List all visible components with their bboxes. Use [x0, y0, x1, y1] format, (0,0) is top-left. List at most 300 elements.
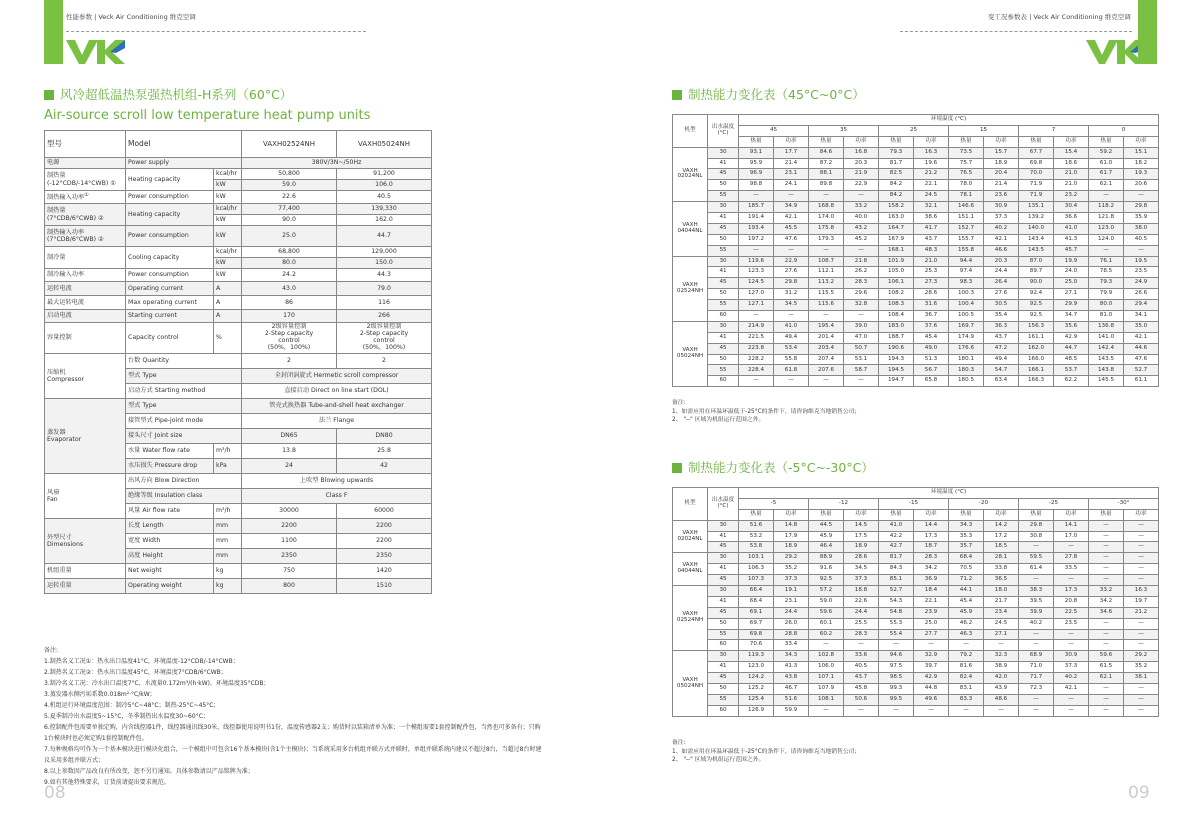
spec-notes	[44, 645, 544, 788]
model-header: 机型	[673, 488, 708, 521]
value-cell: —	[774, 376, 809, 387]
value-cell: 21.7	[984, 596, 1019, 607]
row-label: 电源	[45, 158, 126, 169]
value-b: 60000	[337, 504, 432, 519]
value-cell: 59.5	[1019, 553, 1054, 564]
value-cell: 106.1	[879, 278, 914, 289]
value-cell: 228.2	[739, 354, 774, 365]
value-cell: 48.6	[984, 694, 1019, 705]
value-cell: 50.6	[844, 694, 879, 705]
section-title: 风冷超低温热泵强热机组-H系列（60°C）	[44, 85, 292, 103]
row-value: Class F	[242, 489, 432, 504]
unit: m³/h	[214, 504, 242, 519]
row-value: 380V/3N~/50Hz	[242, 158, 432, 169]
cap-line: (50%，100%)	[267, 343, 311, 351]
label-line	[47, 215, 123, 222]
value-cell: 142.4	[1089, 343, 1124, 354]
spec-row	[45, 158, 432, 169]
value-cell: 175.8	[809, 223, 844, 234]
spec-row	[45, 310, 432, 323]
unit: mm	[214, 534, 242, 549]
spec-row	[45, 323, 432, 354]
value-cell: 23.9	[914, 607, 949, 618]
value-cell: 84.3	[879, 564, 914, 575]
value-cell: —	[949, 640, 984, 651]
value-cell: 94.6	[879, 651, 914, 662]
value-cell: 21.9	[844, 169, 879, 180]
table-row	[673, 673, 1159, 684]
value-cell: 179.3	[809, 234, 844, 245]
table-row	[673, 553, 1159, 564]
value-cell: 107.1	[809, 673, 844, 684]
table-row	[673, 180, 1159, 191]
value-cell: 29.4	[1124, 300, 1159, 311]
value-cell: 34.3	[774, 651, 809, 662]
value-cell: 18.7	[914, 542, 949, 553]
value-cell: 78.5	[1089, 267, 1124, 278]
value-a: 800	[242, 579, 337, 594]
table-row	[673, 191, 1159, 202]
value-cell: 191.4	[739, 213, 774, 224]
value-cell: 42.1	[984, 234, 1019, 245]
value-cell: —	[809, 191, 844, 202]
heat-label-cell: 热量	[1019, 509, 1054, 520]
value-b: DN80	[337, 429, 432, 444]
value-cell: 98.8	[739, 180, 774, 191]
value-cell: —	[844, 705, 879, 716]
value-cell: —	[1089, 542, 1124, 553]
value-cell: —	[844, 311, 879, 322]
label-line: Evaporator	[47, 436, 82, 443]
unit: A	[214, 310, 242, 323]
value-cell: —	[774, 191, 809, 202]
value-cell: —	[1124, 542, 1159, 553]
table-row	[673, 520, 1159, 531]
value-cell: 39.9	[1019, 607, 1054, 618]
value-cell: —	[1124, 564, 1159, 575]
ambient-temp-cell: 7	[1019, 125, 1089, 136]
outlet-temp-cell: 41	[708, 596, 739, 607]
value-cell: 22.9	[844, 180, 879, 191]
value-cell: 180.1	[949, 354, 984, 365]
value-b: 40.5	[337, 191, 432, 204]
row-label-en: Power consumption	[126, 269, 214, 282]
value-cell: 16.3	[1124, 586, 1159, 597]
value-cell: 25.3	[914, 267, 949, 278]
value-cell: 15.7	[984, 147, 1019, 158]
value-cell: 48.5	[1054, 354, 1089, 365]
value-cell: 166.0	[1019, 354, 1054, 365]
value-cell: 55.4	[879, 629, 914, 640]
value-cell: 87.2	[809, 158, 844, 169]
row-label-en: Cooling capacity	[126, 247, 214, 269]
value-cell: 34.5	[774, 300, 809, 311]
value-cell: 16.3	[914, 147, 949, 158]
heat-label-cell: 热量	[949, 509, 984, 520]
value-cell: 38.1	[1124, 673, 1159, 684]
value-a: 2350	[242, 549, 337, 564]
note-line: 1.制热名义工况①：热水出口温度41°C，环境温度-12°CDB/-14°CWB；	[44, 658, 239, 665]
outlet-temp-cell: 60	[708, 705, 739, 716]
table-row	[673, 311, 1159, 322]
value-cell: 163.0	[879, 213, 914, 224]
value-cell: 29.8	[774, 278, 809, 289]
value-cell: 62.1	[1089, 180, 1124, 191]
value-cell: 35.0	[1124, 321, 1159, 332]
value-cell: 81.7	[879, 158, 914, 169]
value-cell: —	[809, 376, 844, 387]
value-cell: 73.5	[949, 147, 984, 158]
heat-label-cell: 热量	[739, 136, 774, 147]
value-cell: —	[1019, 640, 1054, 651]
value-cell: 18.5	[984, 542, 1019, 553]
value-cell: 17.3	[914, 531, 949, 542]
vk-logo	[1086, 40, 1146, 68]
value-cell: 40.5	[844, 662, 879, 673]
value-cell: —	[1124, 618, 1159, 629]
value-cell: 17.0	[1054, 531, 1089, 542]
ambient-temp-header: 环境温度 (°C)	[739, 115, 1159, 126]
row-label: 机组重量	[45, 564, 126, 579]
row-label-en: 绝缘等级 Insulation class	[126, 489, 242, 504]
note-line: 2、 "--" 区域为机组运行范围之外。	[672, 757, 765, 763]
row-label	[45, 354, 126, 399]
value-cell: 203.4	[809, 343, 844, 354]
value-cell: —	[1124, 629, 1159, 640]
power-label-cell: 功率	[844, 509, 879, 520]
outlet-temp-cell: 55	[708, 191, 739, 202]
value-cell: 23.1	[774, 169, 809, 180]
value-cell: 42.7	[879, 542, 914, 553]
row-label: 容量控制	[45, 323, 126, 354]
value-cell: 18.6	[1054, 158, 1089, 169]
value-cell: 21.0	[1054, 169, 1089, 180]
value-cell: 95.9	[739, 158, 774, 169]
value-cell: 20.6	[1124, 180, 1159, 191]
row-label	[45, 226, 126, 247]
value-cell: 29.2	[774, 553, 809, 564]
value-cell: 58.7	[844, 365, 879, 376]
table2-title: 制热能力变化表（-5°C~-30°C）	[672, 458, 874, 476]
value-cell: 193.4	[739, 223, 774, 234]
outlet-temp-cell: 50	[708, 684, 739, 695]
value-cell: 108.4	[879, 311, 914, 322]
value-cell: 33.4	[774, 640, 809, 651]
note-line: 2、 "--" 区域为机组运行范围之外。	[672, 417, 765, 423]
value-cell: 82.4	[949, 673, 984, 684]
header-model-b: VAXH05024NH	[337, 131, 432, 158]
value-cell: 38.3	[1019, 586, 1054, 597]
value-b	[337, 323, 432, 354]
outlet-temp-cell: 45	[708, 343, 739, 354]
value-b: 129,000	[337, 247, 432, 258]
value-cell: —	[1054, 694, 1089, 705]
value-cell: 54.3	[879, 596, 914, 607]
value-cell: 107.9	[809, 684, 844, 695]
value-b: 2200	[337, 519, 432, 534]
table-row	[673, 586, 1159, 597]
value-cell: 31.6	[914, 300, 949, 311]
value-cell: 71.2	[949, 575, 984, 586]
value-cell: 49.6	[914, 694, 949, 705]
ambient-temp-cell: 15	[949, 125, 1019, 136]
unit: mm	[214, 519, 242, 534]
value-cell: —	[1124, 553, 1159, 564]
value-cell: 79.9	[1089, 289, 1124, 300]
spec-row	[45, 226, 432, 247]
note-line: 备注:	[44, 647, 59, 654]
label-line: Dimensions	[47, 541, 84, 548]
value-cell: 49.4	[984, 354, 1019, 365]
row-label-en: Heating capacity	[126, 169, 214, 191]
table-row	[673, 202, 1159, 213]
value-cell: 18.9	[844, 542, 879, 553]
row-label: 运转电流	[45, 282, 126, 296]
table-row	[673, 662, 1159, 673]
outlet-temp-cell: 60	[708, 311, 739, 322]
spec-row	[45, 191, 432, 204]
outlet-temp-cell: 41	[708, 531, 739, 542]
value-cell: 33.5	[1054, 564, 1089, 575]
value-cell: 94.4	[949, 256, 984, 267]
value-cell: 118.2	[1089, 202, 1124, 213]
value-cell: 92.5	[1019, 300, 1054, 311]
value-cell: 28.1	[984, 553, 1019, 564]
value-cell: 66.4	[739, 586, 774, 597]
value-cell: 27.7	[914, 629, 949, 640]
value-cell: 155.8	[949, 245, 984, 256]
value-cell: 34.2	[914, 564, 949, 575]
value-cell: 28.3	[914, 553, 949, 564]
value-cell: 92.5	[809, 575, 844, 586]
outlet-temp-cell: 30	[708, 520, 739, 531]
value-cell: 36.6	[1054, 213, 1089, 224]
value-cell: 125.4	[739, 694, 774, 705]
value-a: 50,800	[242, 169, 337, 180]
row-value: 直接启动 Direct on line start (DOL)	[242, 384, 432, 399]
value-cell: 18.4	[914, 586, 949, 597]
value-cell: 18.8	[844, 586, 879, 597]
value-cell: 70.5	[949, 564, 984, 575]
value-cell: 59.2	[1089, 147, 1124, 158]
value-cell: 72.3	[1019, 684, 1054, 695]
value-cell: 43.8	[774, 673, 809, 684]
value-cell: —	[949, 705, 984, 716]
value-cell: 59.0	[809, 596, 844, 607]
value-a: 59.0	[242, 180, 337, 191]
value-cell: 174.0	[809, 213, 844, 224]
power-label-cell: 功率	[914, 509, 949, 520]
value-cell: 70.6	[739, 640, 774, 651]
value-cell: 40.2	[1019, 618, 1054, 629]
cap-line: control	[278, 337, 300, 344]
value-cell: 43.7	[984, 332, 1019, 343]
value-cell: 44.8	[914, 684, 949, 695]
outlet-temp-cell: 50	[708, 180, 739, 191]
value-cell: 68.4	[949, 553, 984, 564]
value-cell: 29.8	[1124, 202, 1159, 213]
value-cell: 28.8	[774, 629, 809, 640]
value-cell: 45.9	[809, 531, 844, 542]
value-cell: 121.8	[1089, 213, 1124, 224]
unit: kW	[214, 269, 242, 282]
cap-line: 2-Step capacity	[264, 330, 314, 338]
value-cell: 61.8	[774, 365, 809, 376]
value-a: 86	[242, 296, 337, 310]
value-cell: 119.6	[739, 256, 774, 267]
model-cell: VAXH 02024NL	[673, 147, 708, 201]
value-cell: 34.7	[1054, 311, 1089, 322]
cap-line: (50%，100%)	[362, 343, 406, 351]
table-row	[673, 705, 1159, 716]
value-cell: 59.6	[809, 607, 844, 618]
value-cell: 34.1	[1124, 311, 1159, 322]
heat-label-cell: 热量	[879, 509, 914, 520]
value-cell: 23.5	[1124, 267, 1159, 278]
value-cell: 37.3	[984, 213, 1019, 224]
value-cell: 37.3	[1054, 662, 1089, 673]
value-cell: 33.2	[1089, 586, 1124, 597]
value-cell: 214.9	[739, 321, 774, 332]
row-label-en: Capacity control	[126, 323, 214, 354]
value-b: 25.8	[337, 444, 432, 459]
value-cell: 105.0	[879, 267, 914, 278]
value-cell: 34.6	[1089, 607, 1124, 618]
value-cell: 27.6	[984, 289, 1019, 300]
row-label-en: Max operating current	[126, 296, 214, 310]
value-cell: 26.4	[984, 278, 1019, 289]
value-cell: 75.7	[949, 158, 984, 169]
note-line: 1、如需应用在环温环温低于-25°C的条件下，请咨询维克当地销售公司；	[672, 748, 861, 755]
value-cell: 43.7	[844, 673, 879, 684]
heat-label-cell: 热量	[809, 136, 844, 147]
heat-label-cell: 热量	[739, 509, 774, 520]
value-cell: —	[1019, 575, 1054, 586]
value-cell: 53.2	[739, 531, 774, 542]
unit: kW	[214, 191, 242, 204]
value-cell: 60.1	[809, 618, 844, 629]
value-b: 116	[337, 296, 432, 310]
row-label-en: Net weight	[126, 564, 214, 579]
value-cell: 51.6	[774, 694, 809, 705]
unit: kg	[214, 579, 242, 594]
value-cell: 156.3	[1019, 321, 1054, 332]
value-cell: 40.2	[1054, 673, 1089, 684]
outlet-temp-cell: 60	[708, 376, 739, 387]
table-row	[673, 365, 1159, 376]
value-cell: 19.9	[1054, 256, 1089, 267]
power-label-cell: 功率	[914, 136, 949, 147]
value-cell: 45.9	[949, 607, 984, 618]
value-cell: 35.2	[774, 564, 809, 575]
value-cell: 57.2	[809, 586, 844, 597]
value-cell: 140.0	[1019, 223, 1054, 234]
value-cell: 167.9	[879, 234, 914, 245]
value-cell: 41.0	[1054, 223, 1089, 234]
value-cell: 62.2	[1054, 376, 1089, 387]
value-cell: 61.1	[1124, 376, 1159, 387]
value-cell: 176.6	[949, 343, 984, 354]
value-cell: 21.0	[1054, 180, 1089, 191]
condition-text: (7°CDB/6°CWB)	[47, 214, 96, 222]
value-cell: —	[984, 640, 1019, 651]
value-cell: 88.9	[809, 553, 844, 564]
value-cell: 42.0	[984, 673, 1019, 684]
table-header-row	[673, 136, 1159, 147]
value-cell: 36.7	[914, 311, 949, 322]
value-cell: 162.0	[1019, 343, 1054, 354]
value-cell: 39.0	[844, 321, 879, 332]
table-header-row	[673, 509, 1159, 520]
row-label-en: 高度 Height	[126, 549, 214, 564]
row-label: 制冷输入功率	[45, 269, 126, 282]
value-cell: 119.3	[739, 651, 774, 662]
green-square-icon	[44, 90, 54, 100]
value-cell: 46.4	[809, 542, 844, 553]
value-cell: —	[809, 245, 844, 256]
value-cell: 80.0	[1089, 300, 1124, 311]
value-cell: —	[1124, 520, 1159, 531]
value-cell: —	[809, 705, 844, 716]
value-cell: 145.5	[1089, 376, 1124, 387]
label-line: 制热输入功率	[47, 228, 85, 236]
value-cell: 125.2	[739, 684, 774, 695]
table-row	[673, 332, 1159, 343]
value-cell: —	[809, 311, 844, 322]
heating-capacity-table-2	[672, 487, 1159, 717]
value-cell: 76.5	[949, 169, 984, 180]
table-row	[673, 343, 1159, 354]
value-cell: 151.1	[949, 213, 984, 224]
value-cell: 84.2	[879, 191, 914, 202]
value-cell: 45.5	[774, 223, 809, 234]
table-row	[673, 354, 1159, 365]
value-cell: 194.5	[879, 365, 914, 376]
table-row	[673, 289, 1159, 300]
value-cell: 40.2	[984, 223, 1019, 234]
value-cell: 21.2	[914, 169, 949, 180]
outlet-temp-cell: 50	[708, 289, 739, 300]
table-row	[673, 640, 1159, 651]
value-cell: 108.1	[809, 694, 844, 705]
value-cell: 65.8	[914, 376, 949, 387]
value-cell: 97.5	[879, 662, 914, 673]
value-cell: 47.6	[1124, 354, 1159, 365]
value-cell: 19.5	[1124, 256, 1159, 267]
value-cell: 197.2	[739, 234, 774, 245]
value-cell: 45.4	[949, 596, 984, 607]
value-cell: 38.9	[984, 662, 1019, 673]
value-cell: 48.3	[914, 245, 949, 256]
model-cell: VAXH 04044NL	[673, 553, 708, 586]
value-cell: —	[1054, 542, 1089, 553]
right-page-header: 变工况参数表 | Veck Air Conditioning 维克空调	[988, 13, 1131, 21]
unit: kW	[214, 215, 242, 226]
value-cell: 21.4	[984, 180, 1019, 191]
value-cell: 28.6	[914, 289, 949, 300]
value-cell: —	[1089, 531, 1124, 542]
value-cell: —	[879, 640, 914, 651]
value-cell: 61.4	[1019, 564, 1054, 575]
value-cell: 69.7	[739, 618, 774, 629]
value-cell: 79.3	[879, 147, 914, 158]
value-cell: 38.6	[914, 213, 949, 224]
unit: A	[214, 296, 242, 310]
value-cell: 71.7	[1019, 673, 1054, 684]
value-cell: —	[1089, 705, 1124, 716]
value-cell: 22.5	[1054, 607, 1089, 618]
value-cell: 108.7	[809, 256, 844, 267]
